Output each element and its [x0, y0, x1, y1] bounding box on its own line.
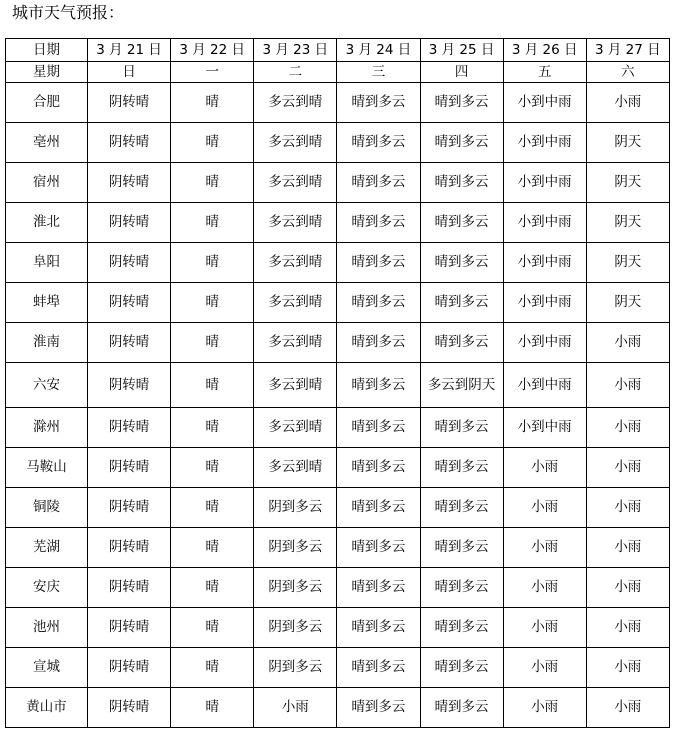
- forecast-cell: 小雨: [586, 528, 669, 568]
- city-row: [6, 648, 670, 688]
- date-header-row: [6, 39, 670, 62]
- forecast-cell: 小雨: [503, 648, 586, 688]
- forecast-cell: 小雨: [586, 648, 669, 688]
- forecast-cell: 小雨: [586, 408, 669, 448]
- forecast-cell: 小雨: [503, 488, 586, 528]
- city-row: [6, 83, 670, 123]
- forecast-cell: 晴到多云: [337, 568, 420, 608]
- forecast-cell: 小雨: [586, 83, 669, 123]
- date-label-cell: 日期: [6, 39, 88, 62]
- forecast-cell: 晴: [171, 163, 254, 203]
- forecast-cell: 晴到多云: [337, 203, 420, 243]
- forecast-cell: 晴到多云: [420, 408, 503, 448]
- forecast-cell: 晴: [171, 363, 254, 408]
- forecast-cell: 多云到晴: [254, 448, 337, 488]
- forecast-cell: 小雨: [586, 688, 669, 728]
- forecast-cell: 晴到多云: [337, 323, 420, 363]
- date-cell: 3 月 23 日: [254, 39, 337, 62]
- forecast-cell: 晴: [171, 203, 254, 243]
- forecast-cell: 多云到晴: [254, 163, 337, 203]
- city-row: [6, 568, 670, 608]
- date-cell: 3 月 27 日: [586, 39, 669, 62]
- forecast-cell: 晴到多云: [337, 283, 420, 323]
- forecast-cell: 阴转晴: [88, 163, 171, 203]
- weekday-cell: 一: [171, 62, 254, 83]
- city-row: [6, 363, 670, 408]
- forecast-cell: 多云到晴: [254, 243, 337, 283]
- city-row: [6, 203, 670, 243]
- forecast-cell: 小到中雨: [503, 283, 586, 323]
- weekday-cell: 五: [503, 62, 586, 83]
- city-row: [6, 448, 670, 488]
- forecast-cell: 晴到多云: [337, 243, 420, 283]
- forecast-cell: 小雨: [586, 363, 669, 408]
- forecast-cell: 晴: [171, 568, 254, 608]
- forecast-cell: 晴: [171, 688, 254, 728]
- city-name-cell: 铜陵: [6, 488, 88, 528]
- forecast-cell: 晴: [171, 283, 254, 323]
- forecast-cell: 晴到多云: [420, 323, 503, 363]
- forecast-cell: 多云到晴: [254, 83, 337, 123]
- city-row: [6, 123, 670, 163]
- forecast-cell: 阴转晴: [88, 363, 171, 408]
- forecast-cell: 晴到多云: [420, 203, 503, 243]
- city-row: [6, 323, 670, 363]
- forecast-cell: 晴到多云: [420, 568, 503, 608]
- forecast-cell: 晴: [171, 83, 254, 123]
- city-name-cell: 宣城: [6, 648, 88, 688]
- forecast-cell: 小雨: [503, 608, 586, 648]
- city-row: [6, 408, 670, 448]
- forecast-cell: 阴天: [586, 283, 669, 323]
- forecast-cell: 小雨: [586, 568, 669, 608]
- forecast-cell: 晴: [171, 648, 254, 688]
- forecast-cell: 小雨: [586, 608, 669, 648]
- forecast-cell: 阴到多云: [254, 488, 337, 528]
- forecast-cell: 阴转晴: [88, 648, 171, 688]
- forecast-cell: 小雨: [586, 448, 669, 488]
- forecast-cell: 多云到晴: [254, 283, 337, 323]
- city-name-cell: 合肥: [6, 83, 88, 123]
- forecast-cell: 晴: [171, 408, 254, 448]
- forecast-cell: 晴到多云: [337, 448, 420, 488]
- forecast-cell: 晴到多云: [420, 163, 503, 203]
- forecast-cell: 阴转晴: [88, 243, 171, 283]
- city-row: [6, 688, 670, 728]
- forecast-cell: 多云到阴天: [420, 363, 503, 408]
- city-row: [6, 163, 670, 203]
- date-cell: 3 月 25 日: [420, 39, 503, 62]
- forecast-cell: 阴转晴: [88, 688, 171, 728]
- forecast-cell: 小到中雨: [503, 163, 586, 203]
- forecast-cell: 晴到多云: [420, 648, 503, 688]
- forecast-cell: 小到中雨: [503, 83, 586, 123]
- weekday-cell: 二: [254, 62, 337, 83]
- forecast-cell: 晴: [171, 123, 254, 163]
- city-row: [6, 243, 670, 283]
- forecast-cell: 晴到多云: [420, 243, 503, 283]
- forecast-cell: 阴天: [586, 123, 669, 163]
- forecast-cell: 多云到晴: [254, 363, 337, 408]
- city-name-cell: 黄山市: [6, 688, 88, 728]
- date-cell: 3 月 22 日: [171, 39, 254, 62]
- weekday-cell: 六: [586, 62, 669, 83]
- forecast-cell: 晴到多云: [420, 608, 503, 648]
- weekday-label-cell: 星期: [6, 62, 88, 83]
- forecast-cell: 小雨: [586, 488, 669, 528]
- forecast-cell: 阴转晴: [88, 528, 171, 568]
- forecast-cell: 晴到多云: [337, 363, 420, 408]
- city-name-cell: 安庆: [6, 568, 88, 608]
- city-name-cell: 滁州: [6, 408, 88, 448]
- weekday-cell: 日: [88, 62, 171, 83]
- city-row: [6, 608, 670, 648]
- forecast-cell: 阴转晴: [88, 488, 171, 528]
- forecast-cell: 多云到晴: [254, 323, 337, 363]
- city-name-cell: 阜阳: [6, 243, 88, 283]
- forecast-cell: 阴到多云: [254, 648, 337, 688]
- forecast-cell: 多云到晴: [254, 203, 337, 243]
- forecast-cell: 小雨: [503, 448, 586, 488]
- forecast-cell: 晴到多云: [420, 528, 503, 568]
- date-cell: 3 月 24 日: [337, 39, 420, 62]
- forecast-cell: 小到中雨: [503, 123, 586, 163]
- forecast-cell: 多云到晴: [254, 408, 337, 448]
- forecast-cell: 晴到多云: [337, 163, 420, 203]
- forecast-cell: 晴: [171, 323, 254, 363]
- forecast-cell: 小雨: [503, 528, 586, 568]
- forecast-cell: 晴: [171, 608, 254, 648]
- forecast-cell: 阴转晴: [88, 203, 171, 243]
- city-name-cell: 淮南: [6, 323, 88, 363]
- forecast-cell: 阴转晴: [88, 83, 171, 123]
- date-cell: 3 月 26 日: [503, 39, 586, 62]
- forecast-cell: 小到中雨: [503, 408, 586, 448]
- forecast-cell: 小到中雨: [503, 323, 586, 363]
- forecast-cell: 晴到多云: [420, 123, 503, 163]
- city-name-cell: 宿州: [6, 163, 88, 203]
- forecast-cell: 晴到多云: [420, 488, 503, 528]
- forecast-cell: 小雨: [254, 688, 337, 728]
- city-row: [6, 283, 670, 323]
- forecast-cell: 晴到多云: [337, 488, 420, 528]
- forecast-cell: 晴到多云: [337, 648, 420, 688]
- city-name-cell: 六安: [6, 363, 88, 408]
- forecast-cell: 阴转晴: [88, 283, 171, 323]
- forecast-cell: 晴到多云: [337, 123, 420, 163]
- forecast-cell: 晴到多云: [420, 688, 503, 728]
- forecast-cell: 阴到多云: [254, 528, 337, 568]
- forecast-cell: 小雨: [503, 688, 586, 728]
- forecast-cell: 小到中雨: [503, 363, 586, 408]
- city-name-cell: 芜湖: [6, 528, 88, 568]
- forecast-cell: 晴到多云: [337, 408, 420, 448]
- city-row: [6, 488, 670, 528]
- city-name-cell: 池州: [6, 608, 88, 648]
- forecast-cell: 小雨: [503, 568, 586, 608]
- page-title: 城市天气预报：: [12, 3, 125, 22]
- forecast-cell: 阴转晴: [88, 123, 171, 163]
- forecast-cell: 阴转晴: [88, 448, 171, 488]
- weekday-cell: 三: [337, 62, 420, 83]
- forecast-cell: 阴到多云: [254, 568, 337, 608]
- forecast-cell: 小到中雨: [503, 203, 586, 243]
- forecast-cell: 阴天: [586, 243, 669, 283]
- forecast-cell: 阴天: [586, 203, 669, 243]
- forecast-table: [5, 38, 670, 728]
- forecast-cell: 晴到多云: [337, 83, 420, 123]
- date-cell: 3 月 21 日: [88, 39, 171, 62]
- forecast-cell: 晴: [171, 488, 254, 528]
- city-row: [6, 528, 670, 568]
- forecast-cell: 晴到多云: [420, 83, 503, 123]
- forecast-cell: 晴: [171, 243, 254, 283]
- forecast-cell: 小到中雨: [503, 243, 586, 283]
- forecast-cell: 晴: [171, 528, 254, 568]
- forecast-cell: 小雨: [586, 323, 669, 363]
- forecast-cell: 阴转晴: [88, 323, 171, 363]
- forecast-cell: 阴转晴: [88, 568, 171, 608]
- forecast-cell: 阴天: [586, 163, 669, 203]
- forecast-cell: 阴转晴: [88, 608, 171, 648]
- forecast-cell: 阴到多云: [254, 608, 337, 648]
- forecast-cell: 晴到多云: [337, 528, 420, 568]
- forecast-cell: 多云到晴: [254, 123, 337, 163]
- city-name-cell: 马鞍山: [6, 448, 88, 488]
- city-name-cell: 蚌埠: [6, 283, 88, 323]
- forecast-cell: 晴到多云: [420, 448, 503, 488]
- forecast-cell: 阴转晴: [88, 408, 171, 448]
- forecast-cell: 晴: [171, 448, 254, 488]
- forecast-cell: 晴到多云: [337, 608, 420, 648]
- weekday-cell: 四: [420, 62, 503, 83]
- forecast-cell: 晴到多云: [337, 688, 420, 728]
- forecast-cell: 晴到多云: [420, 283, 503, 323]
- city-name-cell: 淮北: [6, 203, 88, 243]
- weekday-header-row: [6, 62, 670, 83]
- city-name-cell: 亳州: [6, 123, 88, 163]
